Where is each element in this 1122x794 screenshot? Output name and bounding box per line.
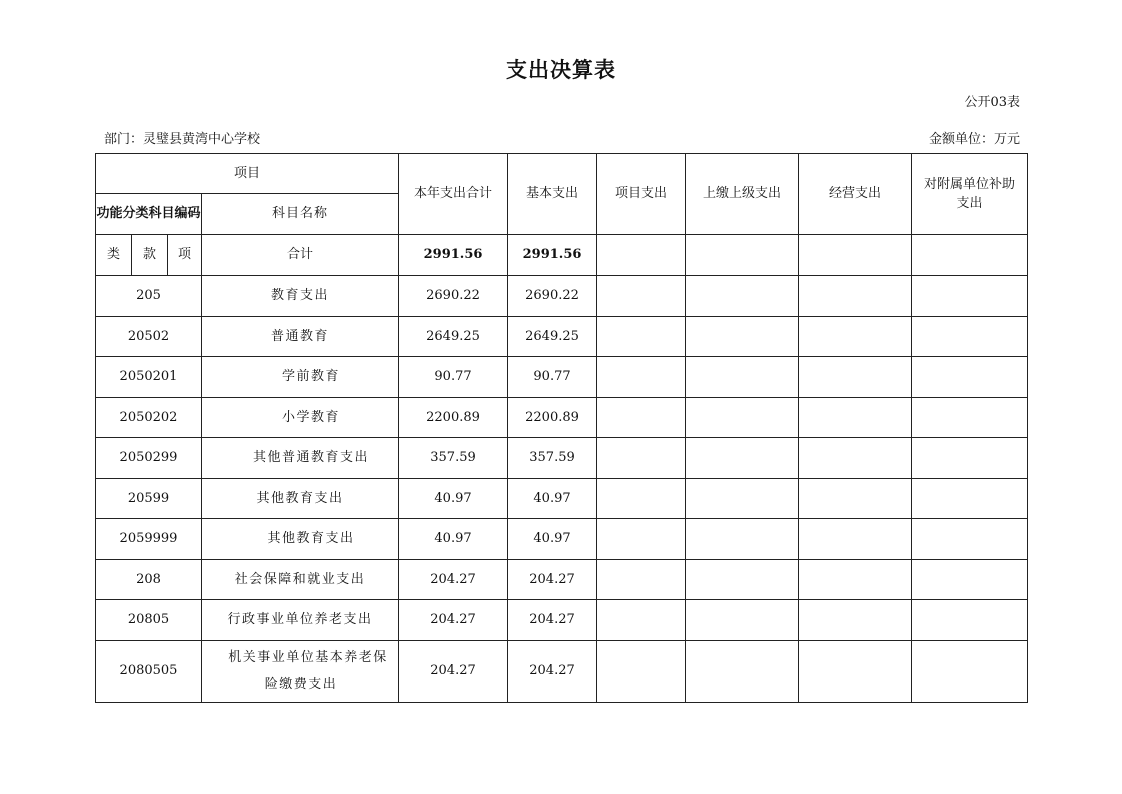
row-basic: 2200.89 [508,397,597,438]
page-title: 支出决算表 [506,58,616,82]
row-code: 20599 [96,478,202,519]
department-label: 部门：灵璧县黄湾中心学校 [104,132,261,147]
row-name: 教育支出 [202,276,399,317]
header-upper-pay: 上缴上级支出 [686,154,799,235]
row-name-line-1: 机关事业单位基本养老保 [228,649,388,665]
row-name: 行政事业单位养老支出 [202,600,399,641]
row-basic: 204.27 [508,600,597,641]
row-name-line-2: 险缴费支出 [264,677,338,692]
header-row-1 [96,154,1028,194]
row-basic: 2649.25 [508,316,597,357]
form-number: 公开03表 [964,95,1020,110]
total-basic: 2991.56 [508,235,597,276]
row-basic: 40.97 [508,519,597,560]
total-row [96,235,1028,276]
header-operating-exp: 经营支出 [799,154,912,235]
row-name: 社会保障和就业支出 [202,559,399,600]
row-total: 2690.22 [399,276,508,317]
row-basic: 204.27 [508,559,597,600]
row-basic: 204.27 [508,640,597,702]
row-basic: 90.77 [508,357,597,398]
row-basic: 40.97 [508,478,597,519]
row-total: 204.27 [399,600,508,641]
row-total: 204.27 [399,559,508,600]
table-row [96,357,1028,398]
table-row [96,478,1028,519]
total-label: 合计 [202,235,399,276]
row-total: 2649.25 [399,316,508,357]
row-total: 40.97 [399,478,508,519]
header-basic-exp: 基本支出 [508,154,597,235]
row-code: 2050299 [96,438,202,479]
header-func-code: 功能分类科目编码 [96,194,202,235]
row-basic: 357.59 [508,438,597,479]
header-subject-name: 科目名称 [202,194,399,235]
row-basic: 2690.22 [508,276,597,317]
header-project: 项目 [96,154,399,194]
table-row [96,640,1028,702]
row-code: 20502 [96,316,202,357]
row-name: 学前教育 [202,357,399,398]
row-code: 2050201 [96,357,202,398]
header-project-exp: 项目支出 [597,154,686,235]
table-row [96,276,1028,317]
header-cat-lei: 类 [96,235,132,276]
row-total: 204.27 [399,640,508,702]
row-code: 2050202 [96,397,202,438]
table-row [96,600,1028,641]
amount-unit-label: 金额单位：万元 [928,132,1020,147]
table-row [96,397,1028,438]
row-name: 其他普通教育支出 [202,438,399,479]
row-name: 小学教育 [202,397,399,438]
row-name [202,640,399,702]
row-name: 其他教育支出 [202,478,399,519]
row-total: 357.59 [399,438,508,479]
table-row [96,316,1028,357]
row-code: 2080505 [96,640,202,702]
row-code: 208 [96,559,202,600]
header-total-exp: 本年支出合计 [399,154,508,235]
row-total: 2200.89 [399,397,508,438]
table-row [96,559,1028,600]
header-subsidy-exp: 对附属单位补助支出 [912,154,1028,235]
table-row [96,519,1028,560]
row-code: 20805 [96,600,202,641]
header-cat-xiang: 项 [168,235,202,276]
table-row [96,438,1028,479]
row-total: 90.77 [399,357,508,398]
total-amount: 2991.56 [399,235,508,276]
row-name: 其他教育支出 [202,519,399,560]
row-code: 2059999 [96,519,202,560]
row-code: 205 [96,276,202,317]
row-total: 40.97 [399,519,508,560]
row-name: 普通教育 [202,316,399,357]
header-cat-kuan: 款 [132,235,168,276]
expenditure-table [95,153,1028,703]
